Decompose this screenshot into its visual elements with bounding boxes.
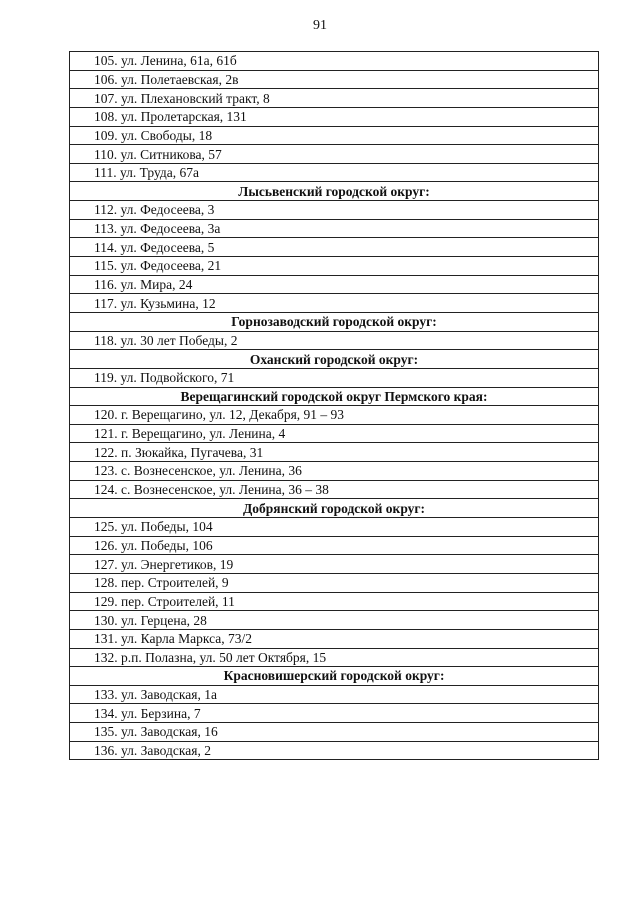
address-entry: 108. ул. Пролетарская, 131 [70, 107, 599, 126]
address-row [70, 555, 599, 574]
address-entry: 136. ул. Заводская, 2 [70, 741, 599, 760]
address-entry: 135. ул. Заводская, 16 [70, 723, 599, 742]
district-heading: Добрянский городской округ: [70, 499, 599, 518]
address-entry: 134. ул. Берзина, 7 [70, 704, 599, 723]
address-entry: 114. ул. Федосеева, 5 [70, 238, 599, 257]
address-table [69, 51, 599, 760]
address-row [70, 704, 599, 723]
address-entry: 115. ул. Федосеева, 21 [70, 257, 599, 276]
address-row [70, 424, 599, 443]
address-row [70, 573, 599, 592]
address-row [70, 294, 599, 313]
address-row [70, 70, 599, 89]
address-entry: 117. ул. Кузьмина, 12 [70, 294, 599, 313]
address-entry: 132. р.п. Полазна, ул. 50 лет Октября, 15 [70, 648, 599, 667]
page-number: 91 [313, 18, 327, 33]
address-entry: 123. с. Вознесенское, ул. Ленина, 36 [70, 462, 599, 481]
address-row [70, 443, 599, 462]
address-row [70, 238, 599, 257]
address-entry: 125. ул. Победы, 104 [70, 518, 599, 537]
address-row [70, 536, 599, 555]
address-entry: 127. ул. Энергетиков, 19 [70, 555, 599, 574]
address-entry: 128. пер. Строителей, 9 [70, 573, 599, 592]
address-entry: 112. ул. Федосеева, 3 [70, 201, 599, 220]
address-row [70, 611, 599, 630]
address-table-body [70, 52, 599, 760]
section-header-row [70, 312, 599, 331]
district-heading: Лысьвенский городской округ: [70, 182, 599, 201]
address-entry: 111. ул. Труда, 67а [70, 163, 599, 182]
address-row [70, 52, 599, 71]
address-row [70, 163, 599, 182]
address-row [70, 219, 599, 238]
address-entry: 110. ул. Ситникова, 57 [70, 145, 599, 164]
address-row [70, 257, 599, 276]
address-entry: 133. ул. Заводская, 1а [70, 685, 599, 704]
address-row [70, 462, 599, 481]
address-row [70, 201, 599, 220]
section-header-row [70, 387, 599, 406]
address-row [70, 331, 599, 350]
address-entry: 109. ул. Свободы, 18 [70, 126, 599, 145]
section-header-row [70, 350, 599, 369]
address-row [70, 89, 599, 108]
section-header-row [70, 499, 599, 518]
address-row [70, 126, 599, 145]
district-heading: Оханский городской округ: [70, 350, 599, 369]
address-row [70, 723, 599, 742]
address-entry: 121. г. Верещагино, ул. Ленина, 4 [70, 424, 599, 443]
address-row [70, 368, 599, 387]
address-entry: 118. ул. 30 лет Победы, 2 [70, 331, 599, 350]
address-row [70, 741, 599, 760]
address-entry: 120. г. Верещагино, ул. 12, Декабря, 91 – 93 [70, 406, 599, 425]
address-entry: 126. ул. Победы, 106 [70, 536, 599, 555]
address-row [70, 685, 599, 704]
address-row [70, 648, 599, 667]
address-row [70, 406, 599, 425]
address-entry: 131. ул. Карла Маркса, 73/2 [70, 629, 599, 648]
address-row [70, 275, 599, 294]
address-row [70, 592, 599, 611]
address-row [70, 480, 599, 499]
address-entry: 124. с. Вознесенское, ул. Ленина, 36 – 38 [70, 480, 599, 499]
address-entry: 113. ул. Федосеева, 3а [70, 219, 599, 238]
address-row [70, 629, 599, 648]
address-entry: 116. ул. Мира, 24 [70, 275, 599, 294]
district-heading: Красновишерский городской округ: [70, 667, 599, 686]
address-entry: 105. ул. Ленина, 61а, 61б [70, 52, 599, 71]
section-header-row [70, 182, 599, 201]
district-heading: Верещагинский городской округ Пермского края: [70, 387, 599, 406]
district-heading: Горнозаводский городской округ: [70, 312, 599, 331]
address-row [70, 518, 599, 537]
address-entry: 106. ул. Полетаевская, 2в [70, 70, 599, 89]
address-entry: 122. п. Зюкайка, Пугачева, 31 [70, 443, 599, 462]
section-header-row [70, 667, 599, 686]
address-entry: 130. ул. Герцена, 28 [70, 611, 599, 630]
address-row [70, 107, 599, 126]
address-entry: 129. пер. Строителей, 11 [70, 592, 599, 611]
address-row [70, 145, 599, 164]
address-entry: 107. ул. Плехановский тракт, 8 [70, 89, 599, 108]
address-entry: 119. ул. Подвойского, 71 [70, 368, 599, 387]
